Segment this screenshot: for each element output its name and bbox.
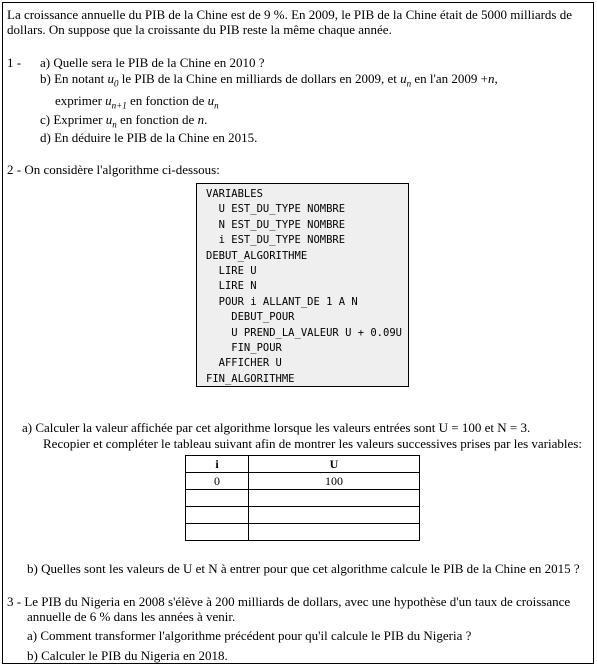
table-row — [186, 473, 420, 490]
q1-b2-un1: $u_{n+1}$ — [105, 93, 127, 111]
algorithm-line: i EST_DU_TYPE NOMBRE — [206, 234, 346, 247]
algorithm-line: U PREND_LA_VALEUR U + 0.09U — [206, 326, 402, 339]
q1-c-prefix: c) Exprimer — [40, 112, 103, 127]
q2-b: b) Quelles sont les valeurs de U et N à entrer pour que cet algorithme calcule le PIB de la Chine en 2015 ? — [27, 561, 580, 576]
q1-number: 1 - — [7, 55, 22, 70]
q3-line-2: annuelle de 6 % dans les années à venir. — [27, 609, 236, 624]
algorithm-box — [196, 183, 409, 387]
table-cell — [249, 490, 420, 507]
values-table — [185, 455, 420, 541]
q3-b: b) Calculer le PIB du Nigeria en 2018. — [27, 648, 228, 663]
table-cell — [186, 524, 249, 541]
q1-b-suffix: en l'an 2009 + — [414, 71, 488, 86]
q1-a: a) Quelle sera le PIB de la Chine en 2010 ? — [40, 55, 265, 70]
table-cell: 100 — [249, 473, 420, 490]
algorithm-line: VARIABLES — [206, 188, 263, 200]
table-cell — [249, 524, 420, 541]
q1-b-n: n — [487, 71, 495, 86]
q1-c-un: $u_n$ — [105, 112, 117, 130]
q1-c-end: . — [204, 112, 208, 127]
algorithm-line: DEBUT_ALGORITHME — [206, 249, 308, 262]
q2-a-line-1: a) Calculer la valeur affichée par cet algorithme lorsque les valeurs entrées sont U = 100 et N = 3. — [22, 420, 531, 435]
q1-b-line-1 — [40, 71, 498, 92]
q1-b2-mid: en fonction de — [130, 93, 205, 108]
table-header-i: i — [186, 456, 249, 473]
q1-b-end: , — [494, 71, 498, 86]
intro-line-1: La croissance annuelle du PIB de la Chine est de 9 %. En 2009, le PIB de la Chine était de 5000 milliards de — [7, 7, 572, 22]
algorithm-line: POUR i ALLANT_DE 1 A N — [206, 295, 358, 308]
q3-a: a) Comment transformer l'algorithme précédent pour qu'il calcule le PIB du Nigeria ? — [27, 628, 472, 643]
q3-line-1: 3 - Le PIB du Nigeria en 2008 s'élève à 200 milliards de dollars, avec une hypothèse d'un taux de croissance — [7, 594, 571, 609]
algorithm-line: AFFICHER U — [206, 357, 282, 370]
q1-d: d) En déduire le PIB de la Chine en 2015. — [40, 130, 258, 145]
table-row — [186, 490, 420, 507]
algorithm-line: FIN_POUR — [206, 342, 282, 355]
algorithm-line: LIRE U — [206, 265, 257, 278]
table-header-row — [186, 456, 420, 473]
q1-b2-prefix: exprimer — [55, 93, 102, 108]
table-cell — [186, 507, 249, 524]
algorithm-code — [206, 187, 402, 387]
intro-line-2: dollars. On suppose que la croissante du PIB reste la même chaque année. — [7, 22, 392, 37]
q1-b-un: $u_n$ — [400, 71, 412, 89]
table-row — [186, 524, 420, 541]
table-cell: 0 — [186, 473, 249, 490]
q1-b-line-2 — [55, 93, 219, 114]
algorithm-line: U EST_DU_TYPE NOMBRE — [206, 203, 346, 216]
algorithm-line: FIN_ALGORITHME — [206, 372, 295, 385]
table-header-u: U — [249, 456, 420, 473]
algorithm-line: LIRE N — [206, 280, 257, 293]
table-row — [186, 507, 420, 524]
algorithm-line: N EST_DU_TYPE NOMBRE — [206, 218, 346, 231]
table-cell — [249, 507, 420, 524]
q1-b-prefix: b) En notant — [40, 71, 105, 86]
algorithm-line: DEBUT_POUR — [206, 311, 295, 324]
q1-c-mid: en fonction de — [119, 112, 195, 127]
q1-b-u0: $u_0$ — [107, 71, 119, 89]
q2-intro: 2 - On considère l'algorithme ci-dessous: — [7, 162, 220, 177]
table-cell — [186, 490, 249, 507]
q1-c-n: n — [197, 112, 205, 127]
q1-b-mid: le PIB de la Chine en milliards de dollars en 2009, et — [121, 71, 397, 86]
q2-a-line-2: Recopier et compléter le tableau suivant afin de montrer les valeurs successives prises par les variables: — [43, 436, 582, 451]
q1-b2-un: $u_n$ — [207, 93, 219, 111]
